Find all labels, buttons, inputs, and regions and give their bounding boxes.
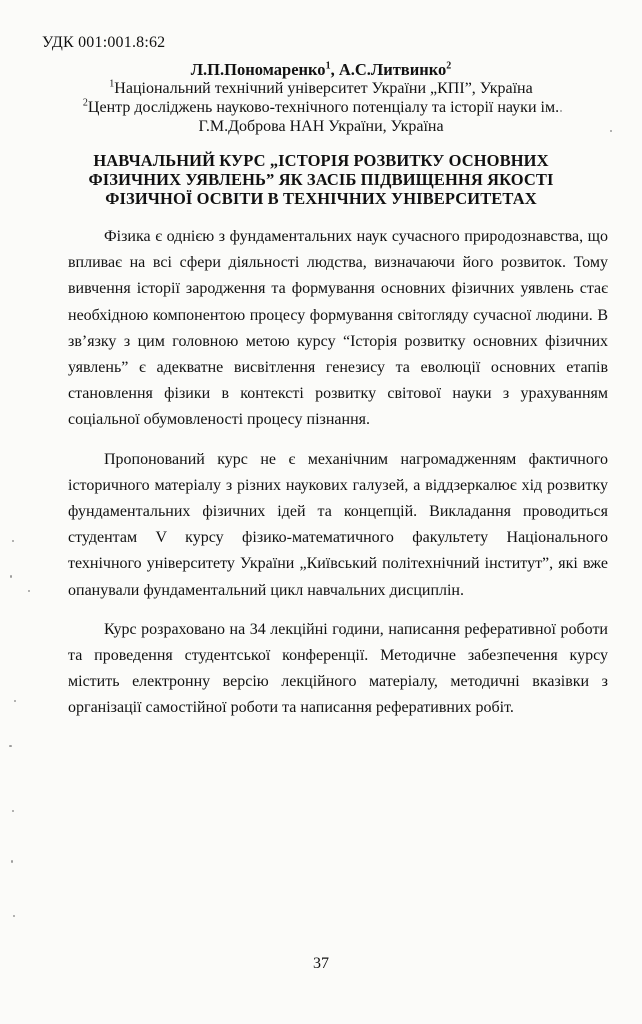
author2-superscript: 2 <box>446 60 452 72</box>
author-separator: , <box>330 60 339 79</box>
paragraph-1: Фізика є однією з фундаментальних наук сучасного природознавства, що впливає на всі сфери діяльності людства, визначаючи його розвиток. Тому вивчення історії зародження та формування основних фізичних уявлень стає необхідною компонентою процесу формування світогляду сучасної людини. В зв’язку з цим головною метою курсу “Історія розвитку основних фізичних уявлень” є адекватне висвітлення генезису та еволюції основних етапів становлення фізики в контексті розвитку світової науки з урахуванням соціальної обумовленості процесу пізнання. <box>68 228 608 429</box>
scan-speck <box>14 700 16 702</box>
affiliation1-text: Національний технічний університет України „КПІ”, Україна <box>114 80 533 97</box>
page-number: 37 <box>313 955 329 972</box>
author1-superscript: 1 <box>325 60 331 72</box>
paragraph-3: Курс розраховано на 34 лекційні години, написання реферативної роботи та проведення студентської конференції. Методичне забезпечення курсу містить електронну версію лекційного матеріалу, методичні вказівки з організації самостійної роботи та написання реферативних робіт. <box>68 620 608 717</box>
title-line-2: ФІЗИЧНИХ УЯВЛЕНЬ” ЯК ЗАСІБ ПІДВИЩЕННЯ ЯКОСТІ <box>88 170 554 189</box>
scan-speck <box>12 540 14 542</box>
title-line-1: НАВЧАЛЬНИЙ КУРС „ІСТОРІЯ РОЗВИТКУ ОСНОВНИХ <box>93 151 549 170</box>
affiliation1-superscript: 1 <box>109 78 115 90</box>
author1-name: Л.П.Пономаренко <box>190 60 326 79</box>
affiliation-1 <box>0 79 642 98</box>
body-text <box>68 224 608 735</box>
scan-speck <box>12 810 14 812</box>
scan-speck <box>560 110 562 112</box>
scan-speck <box>28 590 30 592</box>
author-block <box>0 60 642 136</box>
scan-speck <box>11 860 13 863</box>
scan-speck <box>13 915 15 917</box>
paragraph-2: Пропонований курс не є механічним нагромадженням фактичного історичного матеріалу з різних наукових галузей, а віддзеркалює хід розвитку фундаментальних фізичних ідей та концепцій. Викладання проводиться студентам V курсу фізико-математичного факультету Національного технічного університету України „Київський політехнічний інститут”, які вже опанували фундаментальний цикл навчальних дисциплін. <box>68 450 608 599</box>
affiliation2-superscript: 2 <box>82 97 88 109</box>
paper-title <box>40 151 602 208</box>
title-line-3: ФІЗИЧНОЇ ОСВІТИ В ТЕХНІЧНИХ УНІВЕРСИТЕТАХ <box>105 189 537 208</box>
author2-name: А.С.Литвинко <box>338 60 447 79</box>
affiliation-2-line2: Г.М.Доброва НАН України, Україна <box>198 118 444 135</box>
scan-speck <box>610 130 612 132</box>
scan-speck <box>9 745 12 747</box>
affiliation2-text-line1: Центр досліджень науково-технічного потенціалу та історії науки ім. <box>87 99 560 116</box>
scan-speck <box>10 575 12 578</box>
affiliation-2 <box>0 98 642 117</box>
author-names <box>0 60 642 79</box>
udc-code: УДК 001:001.8:62 <box>42 34 166 51</box>
